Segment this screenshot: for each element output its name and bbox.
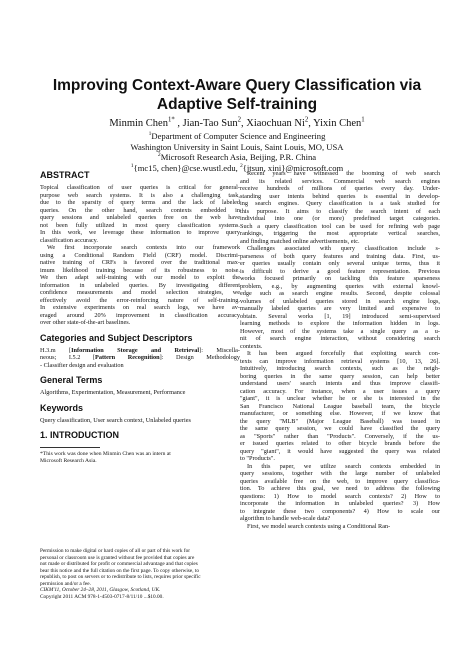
intro-paragraph-5 <box>240 523 440 531</box>
text-line: algorithm to handle web-scale data? <box>240 515 331 522</box>
text-line: However, most of the systems take a single query as a u- <box>240 327 440 335</box>
text-line: contexts. <box>240 342 263 350</box>
text-line: Recent years have witnessed the booming of web search <box>247 170 440 177</box>
text-line: We then adapt self-training with our model to exploit the <box>40 274 240 281</box>
paper-title <box>0 76 474 114</box>
text-line: cation accuracy. For instance, when a user issues a query <box>240 387 440 395</box>
text-line: understand users' search intents and thus improve classifi- <box>240 380 440 387</box>
text-line: as "Sports" rather than "Products". Conversely, if the us- <box>240 432 440 440</box>
text-line: learning methods to explore the information hidden in logs. <box>240 320 440 327</box>
copyright-line: Copyright 2011 ACM 978-1-4503-0717-8/11/10 ...$10.00. <box>40 593 164 600</box>
text-line: problem, e.g., by augmenting queries with external knowl- <box>240 282 440 290</box>
text-line: to integrate these two components? 4) How to scale our <box>240 507 440 515</box>
author-emails: $^1${mc15, chen}@cse.wustl.edu, $^2${jtsun, xini}@microsoft.com <box>130 162 344 173</box>
keywords-text: Query classification, User search context, Unlabeled queries <box>40 416 191 424</box>
text-line: over other state-of-the-art baselines. <box>40 319 131 326</box>
text-line: In this paper, we utilize search contexts embedded in <box>247 462 440 470</box>
text-line: Such a query classification tool can be used for refining web page <box>240 222 440 230</box>
intro-paragraph-3 <box>240 350 440 463</box>
intro-paragraph-2 <box>240 245 440 350</box>
text-line: eraged around 20% improvement in classification accuracy <box>40 311 240 319</box>
permission-line: personal or classroom use is granted without fee provided that copies are <box>40 554 195 561</box>
text-line: works focused primarily on tackling this feature sparseness <box>240 275 440 282</box>
abstract-heading: ABSTRACT <box>40 170 90 180</box>
conference-line: CIKM'11, October 24–28, 2011, Glasgow, Scotland, UK. <box>40 587 161 593</box>
text-line: due to the sparsity of query terms and the lack of labeled <box>40 199 240 206</box>
permission-line: republish, to post on servers or to redistribute to lists, requires prior specific <box>40 574 201 580</box>
intro-paragraph-1 <box>240 170 440 245</box>
text-line: - Classifier design and evaluation <box>40 361 124 369</box>
text-line: this purpose. It aims to classify the search intent of each <box>240 207 440 215</box>
title-line-2: Adaptive Self-training <box>156 96 318 113</box>
permission-line: not made or distributed for profit or commercial advantage and that copies <box>40 561 198 567</box>
text-line: neous; I.5.2 [Pattern Recognition]: Design Methodology <box>40 354 240 361</box>
text-line: imum likelihood training because of its robustness to noise. <box>40 266 240 274</box>
title-line-1: Improving Context-Aware Query Classification via <box>52 77 422 94</box>
text-line: er issued queries related to other bicycle brands before the <box>240 440 440 447</box>
affiliation-1: $^1$Department of Computer Science and Engineering <box>148 131 326 141</box>
introduction-heading: 1. INTRODUCTION <box>40 430 120 440</box>
text-line: to "Products". <box>240 455 275 462</box>
general-terms-text: Algorithms, Experimentation, Measurement, Performance <box>40 389 186 396</box>
text-line: and finding matched online advertisements, etc. <box>240 237 360 245</box>
author-block <box>0 117 474 173</box>
text-line: obtain. Several works [1, 19] introduced semi-supervised <box>240 312 440 320</box>
text-line: nit of search engine interaction, without considering search <box>240 335 440 342</box>
text-line: manually labeled queries are very limited and expensive to <box>240 305 440 312</box>
text-line: query sessions and unlabeled queries free on the web have <box>40 214 240 221</box>
text-line: Microsoft Research Asia. <box>40 457 97 464</box>
text-line: boring queries in the same query session, can help better <box>240 372 440 380</box>
text-line: ing search engines. Query classification is a task studied for <box>240 200 440 207</box>
text-line: the query "MLB" (Major League Baseball) was issued in <box>240 417 440 425</box>
text-line: H.3.m [Information Storage and Retrieval]: Miscella- <box>40 346 240 354</box>
text-line: manufacturer, or something else. However, if we know that <box>240 410 440 417</box>
right-column <box>240 170 440 530</box>
text-line: "giant", it is unclear whether he or she is interested in the <box>240 395 440 402</box>
affiliation-1b: Washington University in Saint Louis, Saint Louis, MO, USA <box>130 141 344 152</box>
text-line: rankings, triggering the most appropriate vertical searches, <box>240 230 440 237</box>
keywords-heading: Keywords <box>40 402 84 413</box>
text-line: query sessions, together with the large number of unlabeled <box>240 470 440 477</box>
text-line: questions: 1) How to model search contexts? 2) How to <box>240 492 440 500</box>
text-line: Topical classification of user queries is critical for general- <box>40 184 240 191</box>
affiliation-2: $^2$Microsoft Research Asia, Beijing, P.R. China <box>157 152 317 162</box>
text-line: and its related services. Commercial web search engines <box>240 177 440 185</box>
text-line: edge such as search engine results. Second, despite colossal <box>240 290 440 297</box>
text-line: queries. On the other hand, search contexts embedded in <box>40 206 240 214</box>
permission-line: Permission to make digital or hard copies of all or part of this work for <box>40 548 191 554</box>
text-line: incorporate the information in unlabeled queries? 3) How <box>240 500 440 507</box>
text-line: texts can improve information retrieval systems [10, 13, 26]. <box>240 357 440 365</box>
text-line: Intuitively, introducing search contexts, such as the neigh- <box>240 365 440 372</box>
text-line: queries available free on the web, to improve query classifica- <box>240 477 440 485</box>
text-line: query "giant", it would have suggested the query was related <box>240 447 440 455</box>
text-line: standing user intents behind queries is essential in develop- <box>240 192 440 200</box>
text-line: Challenges associated with query classification include s- <box>247 245 440 252</box>
text-line: the same query session, we could have classified the query <box>240 425 440 432</box>
text-line: First, we model search contexts using a Conditional Ran- <box>247 522 391 530</box>
intern-footnote <box>40 451 240 465</box>
text-line: San Francisco National League baseball team, the bicycle <box>240 402 440 410</box>
text-line: er queries usually contain only several unique terms, thus it <box>240 260 440 267</box>
permission-line: permission and/or a fee. <box>40 580 91 587</box>
intro-paragraph-4 <box>240 463 440 523</box>
text-line: classification accuracy. <box>40 236 98 244</box>
abstract-paragraph-2 <box>40 244 240 327</box>
text-line: native training of CRFs is favored over the traditional max- <box>40 259 240 266</box>
text-line: It has been argued forcefully that exploiting search con- <box>247 350 440 357</box>
text-line: effectively avoid the error-reinforcing nature of self-training. <box>40 296 240 304</box>
general-terms-heading: General Terms <box>40 375 103 385</box>
text-line: We first incorporate search contexts into our framework <box>47 244 240 251</box>
text-line: individual into one (or more) predefined target categories. <box>240 215 440 222</box>
left-column <box>40 170 240 465</box>
text-line: receive hundreds of millions of queries every day. Under- <box>240 185 440 192</box>
text-line: parseness of both query features and training data. First, us- <box>240 252 440 260</box>
text-line: *This work was done when Minmin Chen was an intern at <box>40 451 171 457</box>
text-line: volumes of unlabeled queries stored in search engine logs, <box>240 297 440 305</box>
author-names: Minmin Chen$^{1*}$ , Jian-Tao Sun$^2$, Xiaochuan Ni$^2$, Yixin Chen$^1$ <box>109 116 365 129</box>
text-line: tion. To achieve this goal, we need to address the following <box>240 485 440 492</box>
categories-heading: Categories and Subject Descriptors <box>40 332 193 343</box>
footnote-divider <box>40 447 100 448</box>
abstract-paragraph-1 <box>40 184 240 244</box>
text-line: using a Conditional Random Field (CRF) model. Discrimi- <box>40 251 240 259</box>
text-line: purpose web search systems. It is also a challenging task, <box>40 191 240 199</box>
text-line: is difficult to derive a good feature representation. Previous <box>240 267 440 275</box>
text-line: confidence measurements and model selection strategies, we <box>40 289 240 296</box>
permission-line: bear this notice and the full citation on the first page. To copy otherwise, to <box>40 567 199 574</box>
text-line: not been fully utilized in most query classification systems. <box>40 221 240 229</box>
text-line: In extensive experiments on real search logs, we have av- <box>40 304 240 311</box>
text-line: information in unlabeled queries. By investigating different <box>40 281 240 289</box>
categories-text <box>40 347 240 370</box>
text-line: In this work, we leverage these information to improve query <box>40 229 240 236</box>
permission-block <box>40 548 240 600</box>
